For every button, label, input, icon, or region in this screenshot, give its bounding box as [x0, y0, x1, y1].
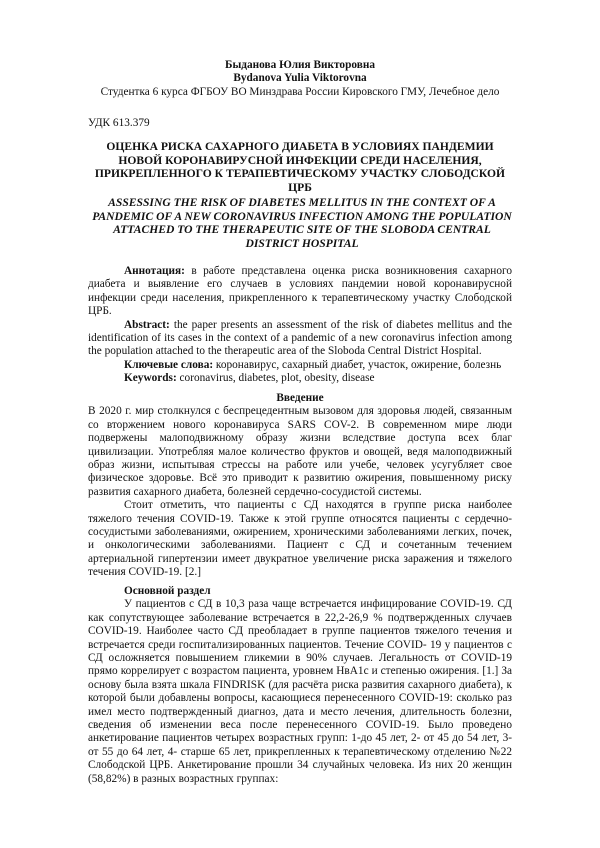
abstract-text: the paper presents an assessment of the risk of diabetes mellitus and the identification of its cases in the context of a pandemic of a new coronavirus infection among the population attached to the therapeutic area of the Sloboda Central District Hospital. — [88, 318, 512, 358]
author-affiliation: Студентка 6 курса ФГБОУ ВО Минздрава России Кировского ГМУ, Лечебное дело — [100, 85, 500, 98]
keywords-ru-label: Ключевые слова: — [124, 358, 214, 371]
author-name-ru: Быданова Юлия Викторовна — [225, 59, 375, 71]
main-heading: Основной раздел — [124, 585, 211, 597]
title-russian: ОЦЕНКА РИСКА САХАРНОГО ДИАБЕТА В УСЛОВИЯХ ПАНДЕМИИ НОВОЙ КОРОНАВИРУСНОЙ ИНФЕКЦИИ СРЕДИ НАСЕЛЕНИЯ, ПРИКРЕПЛЕННОГО К ТЕРАПЕВТИЧЕСКОМУ УЧАСТКУ СЛОБОДСКОЙ ЦРБ — [94, 140, 506, 194]
keywords-ru-text: коронавирус, сахарный диабет, участок, ожирение, болезнь — [213, 358, 502, 371]
author-block — [0, 59, 600, 99]
keywords-en-line — [124, 372, 512, 385]
author-name-en: Bydanova Yulia Viktorovna — [233, 72, 367, 85]
abstract-paragraph — [88, 319, 512, 359]
udk-code: УДК 613.379 — [88, 117, 150, 129]
intro-section — [88, 392, 512, 580]
abstract-label: Abstract: — [124, 318, 170, 331]
abstract-section — [88, 265, 512, 386]
keywords-ru-line — [124, 359, 512, 372]
annotation-text: в работе представлена оценка риска возникновения сахарного диабета и выявление его случаев в условиях пандемии новой коронавирусной инфекции среди населения, прикрепленного к терапевтическому участку Слободской ЦРБ. — [88, 265, 512, 318]
intro-paragraph-2: Стоит отметить, что пациенты с СД находятся в группе риска наиболее тяжелого течения COVID-19. Также к этой группе относятся пациенты с сердечно-сосудистыми заболеваниями, ожирением, хроническими заболеваниями легких, почек, и онкологическими заболеваниями. Пациент с СД и сочетанным течением артериальной гипертензии имеет двукратное увеличение риска заражения и тяжелого течения COVID-19. [2.] — [88, 499, 512, 579]
main-paragraph-1: У пациентов с СД в 10,3 раза чаще встречается инфицирование COVID-19. СД как сопутствующее заболевание встречается в 22,2-26,9 % подтвержденных случаев COVID-19. Наиболее часто СД преобладает в группе пациентов тяжелого течения и встречается среди госпитализированных пациентов. Течение COVID- 19 у пациентов с СД осложняется повышением гликемии в 90% случаев. Легальность от COVID-19 прямо коррелирует с возрастом пациента, уровнем HвA1c и степенью ожирения. [1.] За основу была взята шкала FINDRISK (для расчёта риска развития сахарного диабета), к которой были добавлены вопросы, касающиеся перенесенного COVID-19: сколько раз имел место подтвержденный диагноз, дата и место лечения, длительность болезни, сведения об изменении веса после перенесенного COVID-19. Было проведено анкетирование пациентов четырех возрастных групп: 1-до 45 лет, 2- от 45 до 54 лет, 3- от 55 до 64 лет, 4- старше 65 лет, прикрепленных к терапевтическому отделению №22 Слободской ЦРБ. Анкетирование прошли 34 случайных человека. Из них 20 женщин (58,82%) в разных возрастных группах: — [88, 598, 512, 785]
title-english: ASSESSING THE RISK OF DIABETES MELLITUS IN THE CONTEXT OF A PANDEMIC OF A NEW CORONAVIRUS INFECTION AMONG THE POPULATION ATTACHED TO THE THERAPEUTIC SITE OF THE SLOBODA CENTRAL DISTRICT HOSPITAL — [92, 196, 512, 250]
annotation-label: Аннотация: — [124, 265, 185, 277]
main-section — [88, 585, 512, 786]
annotation-paragraph — [88, 265, 512, 319]
intro-heading: Введение — [276, 392, 324, 404]
keywords-en-text: coronavirus, diabetes, plot, obesity, disease — [176, 372, 375, 385]
intro-paragraph-1: В 2020 г. мир столкнулся с беспрецедентным вызовом для здоровья людей, связанным со вторжением нового коронавируса SARS COV-2. В современном мире люди подвержены малоподвижному образу жизни вследствие доступа всех благ цивилизации. Употребляя малое количество фруктов и овощей, ведя малоподвижный образ жизни, испытывая стрессы на работе или учебе, человек усугубляет свое физическое здоровье. Всё это приводит к развитию ожирения, повышенному риску развития сахарного диабета, болезней сердечно-сосудистой системы. — [88, 405, 512, 498]
keywords-en-label: Keywords: — [124, 372, 177, 385]
